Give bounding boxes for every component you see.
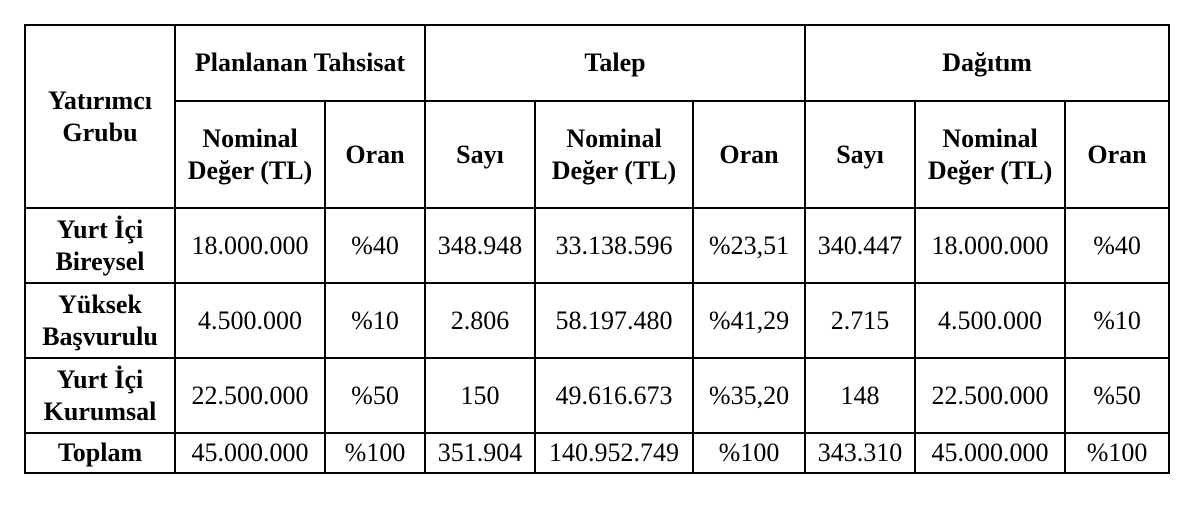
table-cell: 33.138.596	[535, 208, 693, 283]
planned-ratio-header: Oran	[325, 101, 425, 208]
distribution-count-header: Sayı	[805, 101, 915, 208]
planned-nominal-header: Nominal Değer (TL)	[175, 101, 325, 208]
table-cell: %40	[1065, 208, 1169, 283]
table-row	[25, 208, 1169, 283]
table-cell: 150	[425, 358, 535, 433]
demand-count-header: Sayı	[425, 101, 535, 208]
total-cell: 45.000.000	[175, 433, 325, 473]
allocation-table	[24, 24, 1170, 474]
table-cell: 18.000.000	[175, 208, 325, 283]
table-cell: 340.447	[805, 208, 915, 283]
total-cell: 140.952.749	[535, 433, 693, 473]
table-cell: %50	[325, 358, 425, 433]
total-cell: 343.310	[805, 433, 915, 473]
table-cell: %10	[1065, 283, 1169, 358]
header-row-groups	[25, 25, 1169, 101]
table-cell: 148	[805, 358, 915, 433]
planned-allocation-header: Planlanan Tahsisat	[175, 25, 425, 101]
total-cell: %100	[693, 433, 805, 473]
total-cell: %100	[325, 433, 425, 473]
table-cell: 22.500.000	[915, 358, 1065, 433]
row-label: Yüksek Başvurulu	[25, 283, 175, 358]
distribution-nominal-header: Nominal Değer (TL)	[915, 101, 1065, 208]
distribution-header: Dağıtım	[805, 25, 1169, 101]
row-label: Yurt İçi Kurumsal	[25, 358, 175, 433]
table-cell: %35,20	[693, 358, 805, 433]
table-cell: 2.806	[425, 283, 535, 358]
table-cell: %10	[325, 283, 425, 358]
total-cell: 351.904	[425, 433, 535, 473]
table-cell: 348.948	[425, 208, 535, 283]
table-cell: %41,29	[693, 283, 805, 358]
table-cell: 18.000.000	[915, 208, 1065, 283]
row-label: Yurt İçi Bireysel	[25, 208, 175, 283]
total-label: Toplam	[25, 433, 175, 473]
table-cell: %40	[325, 208, 425, 283]
demand-nominal-header: Nominal Değer (TL)	[535, 101, 693, 208]
table-row	[25, 358, 1169, 433]
table-cell: 58.197.480	[535, 283, 693, 358]
table-cell: 4.500.000	[915, 283, 1065, 358]
total-cell: 45.000.000	[915, 433, 1065, 473]
demand-ratio-header: Oran	[693, 101, 805, 208]
total-row	[25, 433, 1169, 473]
table-cell: 22.500.000	[175, 358, 325, 433]
table-cell: 49.616.673	[535, 358, 693, 433]
table-cell: 4.500.000	[175, 283, 325, 358]
table-cell: %50	[1065, 358, 1169, 433]
table-cell: 2.715	[805, 283, 915, 358]
table-row	[25, 283, 1169, 358]
table-cell: %23,51	[693, 208, 805, 283]
total-cell: %100	[1065, 433, 1169, 473]
demand-header: Talep	[425, 25, 805, 101]
distribution-ratio-header: Oran	[1065, 101, 1169, 208]
investor-group-header: Yatırımcı Grubu	[25, 25, 175, 208]
header-row-columns	[25, 101, 1169, 208]
